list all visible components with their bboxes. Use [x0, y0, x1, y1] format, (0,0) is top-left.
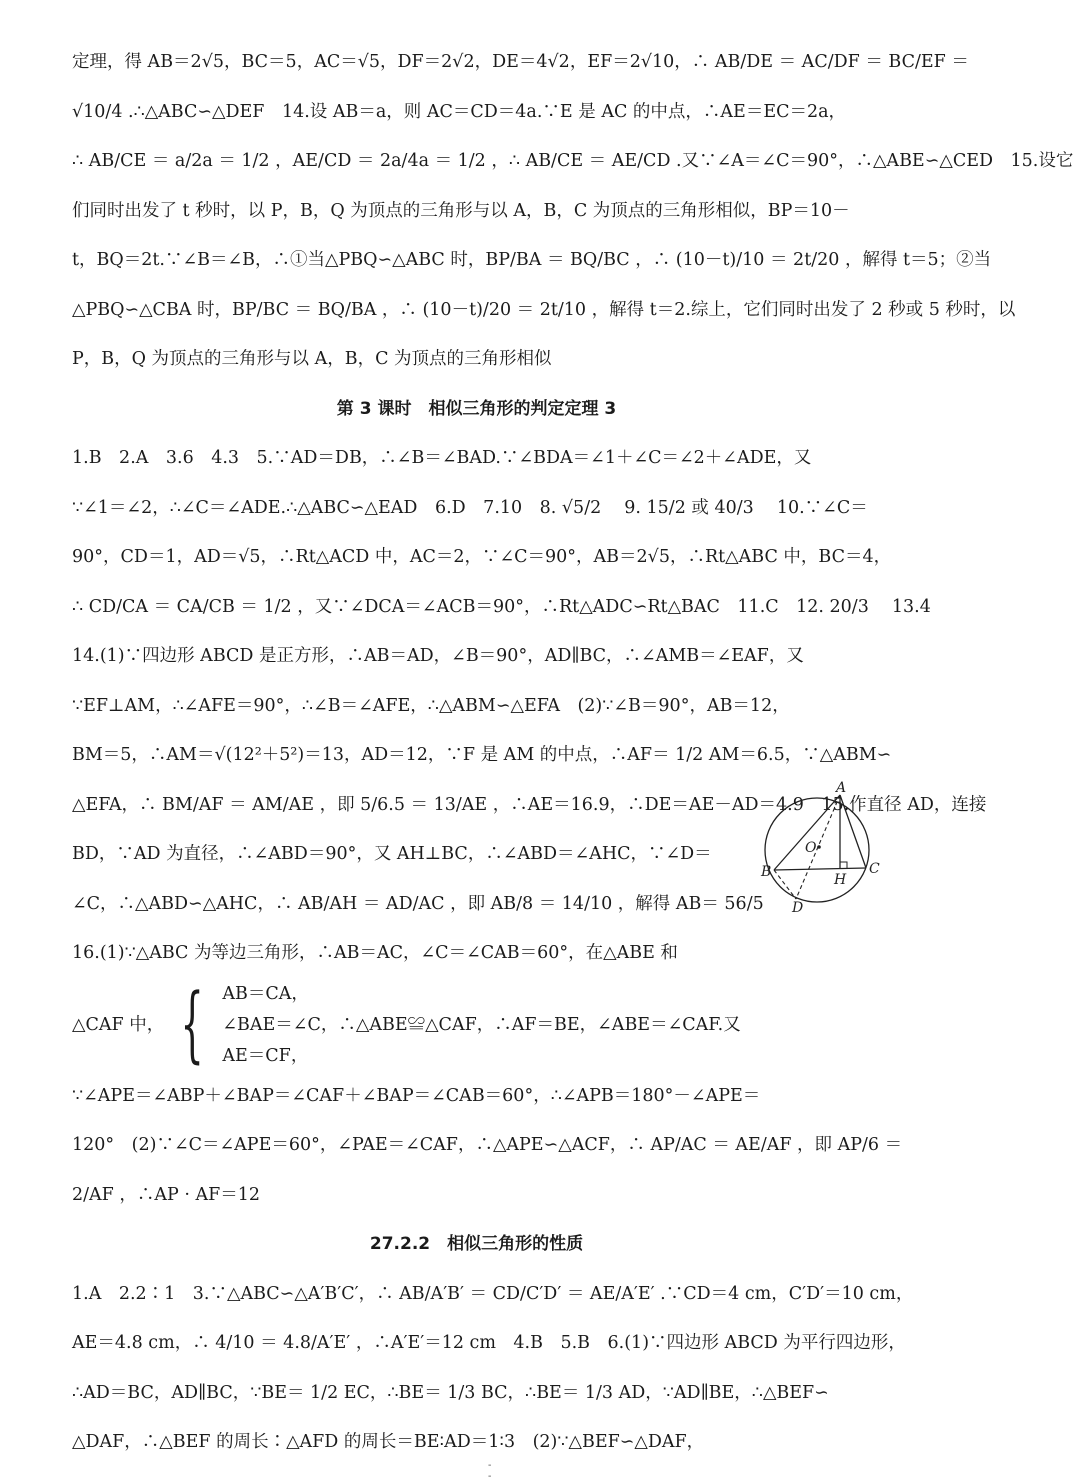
system-row: AB＝CA， — [222, 983, 309, 1004]
text-line: 1.B 2.A 3.6 4.3 5.∵AD＝DB，∴∠B＝∠BAD.∵∠BDA＝∠1＋∠C＝∠2＋∠ADE，又 — [72, 448, 812, 468]
text-line: 120° (2)∵∠C＝∠APE＝60°，∠PAE＝∠CAF，∴△APE∽△ACF，∴ AP/AC ＝ AE/AF ，即 AP/6 ＝ — [72, 1135, 903, 1155]
text-line: P，B，Q 为顶点的三角形与以 A，B，C 为顶点的三角形相似 — [72, 349, 552, 369]
text-line: 14.(1)∵四边形 ABCD 是正方形，∴AB＝AD，∠B＝90°，AD∥BC，∴∠AMB＝∠EAF，又 — [72, 646, 804, 666]
segment-bc — [774, 868, 866, 870]
text-line: 2/AF ，∴AP · AF＝12 — [72, 1184, 261, 1205]
system-row: ∠BAE＝∠C，∴△ABE≌△CAF，∴AF＝BE，∠ABE＝∠CAF.又 — [222, 1014, 741, 1035]
circle-triangle-figure — [756, 780, 886, 915]
system-prefix: △CAF 中， — [72, 1015, 165, 1035]
text-line: ∵∠APE＝∠ABP＋∠BAP＝∠CAF＋∠BAP＝∠CAB＝60°，∴∠APB＝180°－∠APE＝ — [72, 1085, 761, 1106]
center-point — [817, 845, 821, 849]
text-line: ∴ CD/CA ＝ CA/CB ＝ 1/2 ，又∵∠DCA＝∠ACB＝90°，∴Rt△ADC∽Rt△BAC 11.C 12. 20/3 13.4 — [72, 596, 931, 617]
label-a: A — [836, 780, 847, 796]
text-line: ∵EF⊥AM，∴∠AFE＝90°，∴∠B＝∠AFE，∴△ABM∽△EFA (2)∵∠B＝90°，AB＝12， — [72, 695, 790, 716]
text-line: ∵∠1＝∠2，∴∠C＝∠ADE.∴△ABC∽△EAD 6.D 7.10 8. √5/2 9. 15/2 或 40/3 10.∵∠C＝ — [72, 497, 868, 518]
section-title: 第 3 课时 相似三角形的判定定理 3 — [336, 398, 617, 419]
label-h: H — [834, 872, 847, 888]
text-line: √10/4 .∴△ABC∽△DEF 14.设 AB＝a，则 AC＝CD＝4a.∵E 是 AC 的中点，∴AE＝EC＝2a， — [72, 101, 847, 122]
text-line: BM＝5，∴AM＝√(12²＋5²)＝13，AD＝12，∵F 是 AM 的中点，∴AF＝ 1/2 AM＝6.5，∵△ABM∽ — [72, 745, 892, 765]
system-rows — [222, 979, 740, 1072]
text-line: BD，∵AD 为直径，∴∠ABD＝90°，又 AH⊥BC，∴∠ABD＝∠AHC，∵∠D＝ — [72, 844, 712, 864]
text-line: t，BQ＝2t.∵∠B＝∠B，∴①当△PBQ∽△ABC 时，BP/BA ＝ BQ/BC ，∴ (10－t)/10 ＝ 2t/20 ，解得 t＝5；②当 — [72, 250, 992, 270]
text-line: 1.A 2.2∶1 3.∵△ABC∽△A′B′C′，∴ AB/A′B′ ＝ CD/C′D′ ＝ AE/A′E′ .∵CD＝4 cm，C′D′＝10 cm， — [72, 1283, 914, 1304]
answer-block-2 — [72, 434, 987, 830]
equation-system — [72, 979, 881, 1072]
text-line: △PBQ∽△CBA 时，BP/BC ＝ BQ/BA ，∴ (10－t)/20 ＝ 2t/10 ，解得 t＝2.综上，它们同时出发了 2 秒或 5 秒时，以 — [72, 299, 1016, 320]
answer-block-1 — [72, 38, 1073, 385]
left-brace-icon: { — [180, 977, 205, 1072]
answer-block-4 — [72, 1072, 903, 1221]
label-c: C — [869, 861, 880, 877]
text-line: AE＝4.8 cm，∴ 4/10 ＝ 4.8/A′E′ ，∴A′E′＝12 cm 4.B 5.B 6.(1)∵四边形 ABCD 为平行四边形， — [72, 1333, 906, 1353]
label-b: B — [761, 864, 772, 880]
text-line: ∠C，∴△ABD∽△AHC，∴ AB/AH ＝ AD/AC ，即 AB/8 ＝ 14/10 ，解得 AB＝ 56/5 — [72, 893, 764, 914]
segment-ac — [840, 795, 866, 868]
system-row: AE＝CF， — [222, 1045, 309, 1066]
text-line: ∴ AB/CE ＝ a/2a ＝ 1/2 ，AE/CD ＝ 2a/4a ＝ 1/2 ，∴ AB/CE ＝ AE/CD .又∵∠A＝∠C＝90°，∴△ABE∽△CED 15.设它 — [72, 151, 1073, 171]
text-line: 90°，CD＝1，AD＝√5，∴Rt△ACD 中，AC＝2，∵∠C＝90°，AB＝2√5，∴Rt△ABC 中，BC＝4， — [72, 547, 892, 567]
text-line: ∴AD＝BC，AD∥BC，∵BE＝ 1/2 EC，∴BE＝ 1/3 BC，∴BE＝ 1/3 AD，∵AD∥BE，∴△BEF∽ — [72, 1382, 829, 1403]
text-line: △DAF，∴△BEF 的周长∶△AFD 的周长＝BE∶AD＝1∶3 (2)∵△BEF∽△DAF， — [72, 1432, 705, 1452]
text-line: 们同时出发了 t 秒时，以 P，B，Q 为顶点的三角形与以 A，B，C 为顶点的三角形相似，BP＝10－ — [72, 200, 850, 221]
text-line: 16.(1)∵△ABC 为等边三角形，∴AB＝AC，∠C＝∠CAB＝60°，在△ABE 和 — [72, 943, 678, 963]
page-specks: - - — [488, 1460, 772, 1482]
segment-ab — [774, 795, 840, 870]
text-line: 定理，得 AB＝2√5，BC＝5，AC＝√5，DF＝2√2，DE＝4√2，EF＝2√10，∴ AB/DE ＝ AC/DF ＝ BC/EF ＝ — [72, 52, 969, 72]
label-o: O — [805, 840, 817, 856]
section-title: 27.2.2 相似三角形的性质 — [369, 1234, 584, 1254]
answer-block-5 — [72, 1270, 914, 1468]
label-d: D — [792, 900, 804, 916]
text-line: △EFA，∴ BM/AF ＝ AM/AE ，即 5/6.5 ＝ 13/AE ，∴AE＝16.9，∴DE＝AE－AD＝4.9 15.作直径 AD，连接 — [72, 794, 987, 815]
